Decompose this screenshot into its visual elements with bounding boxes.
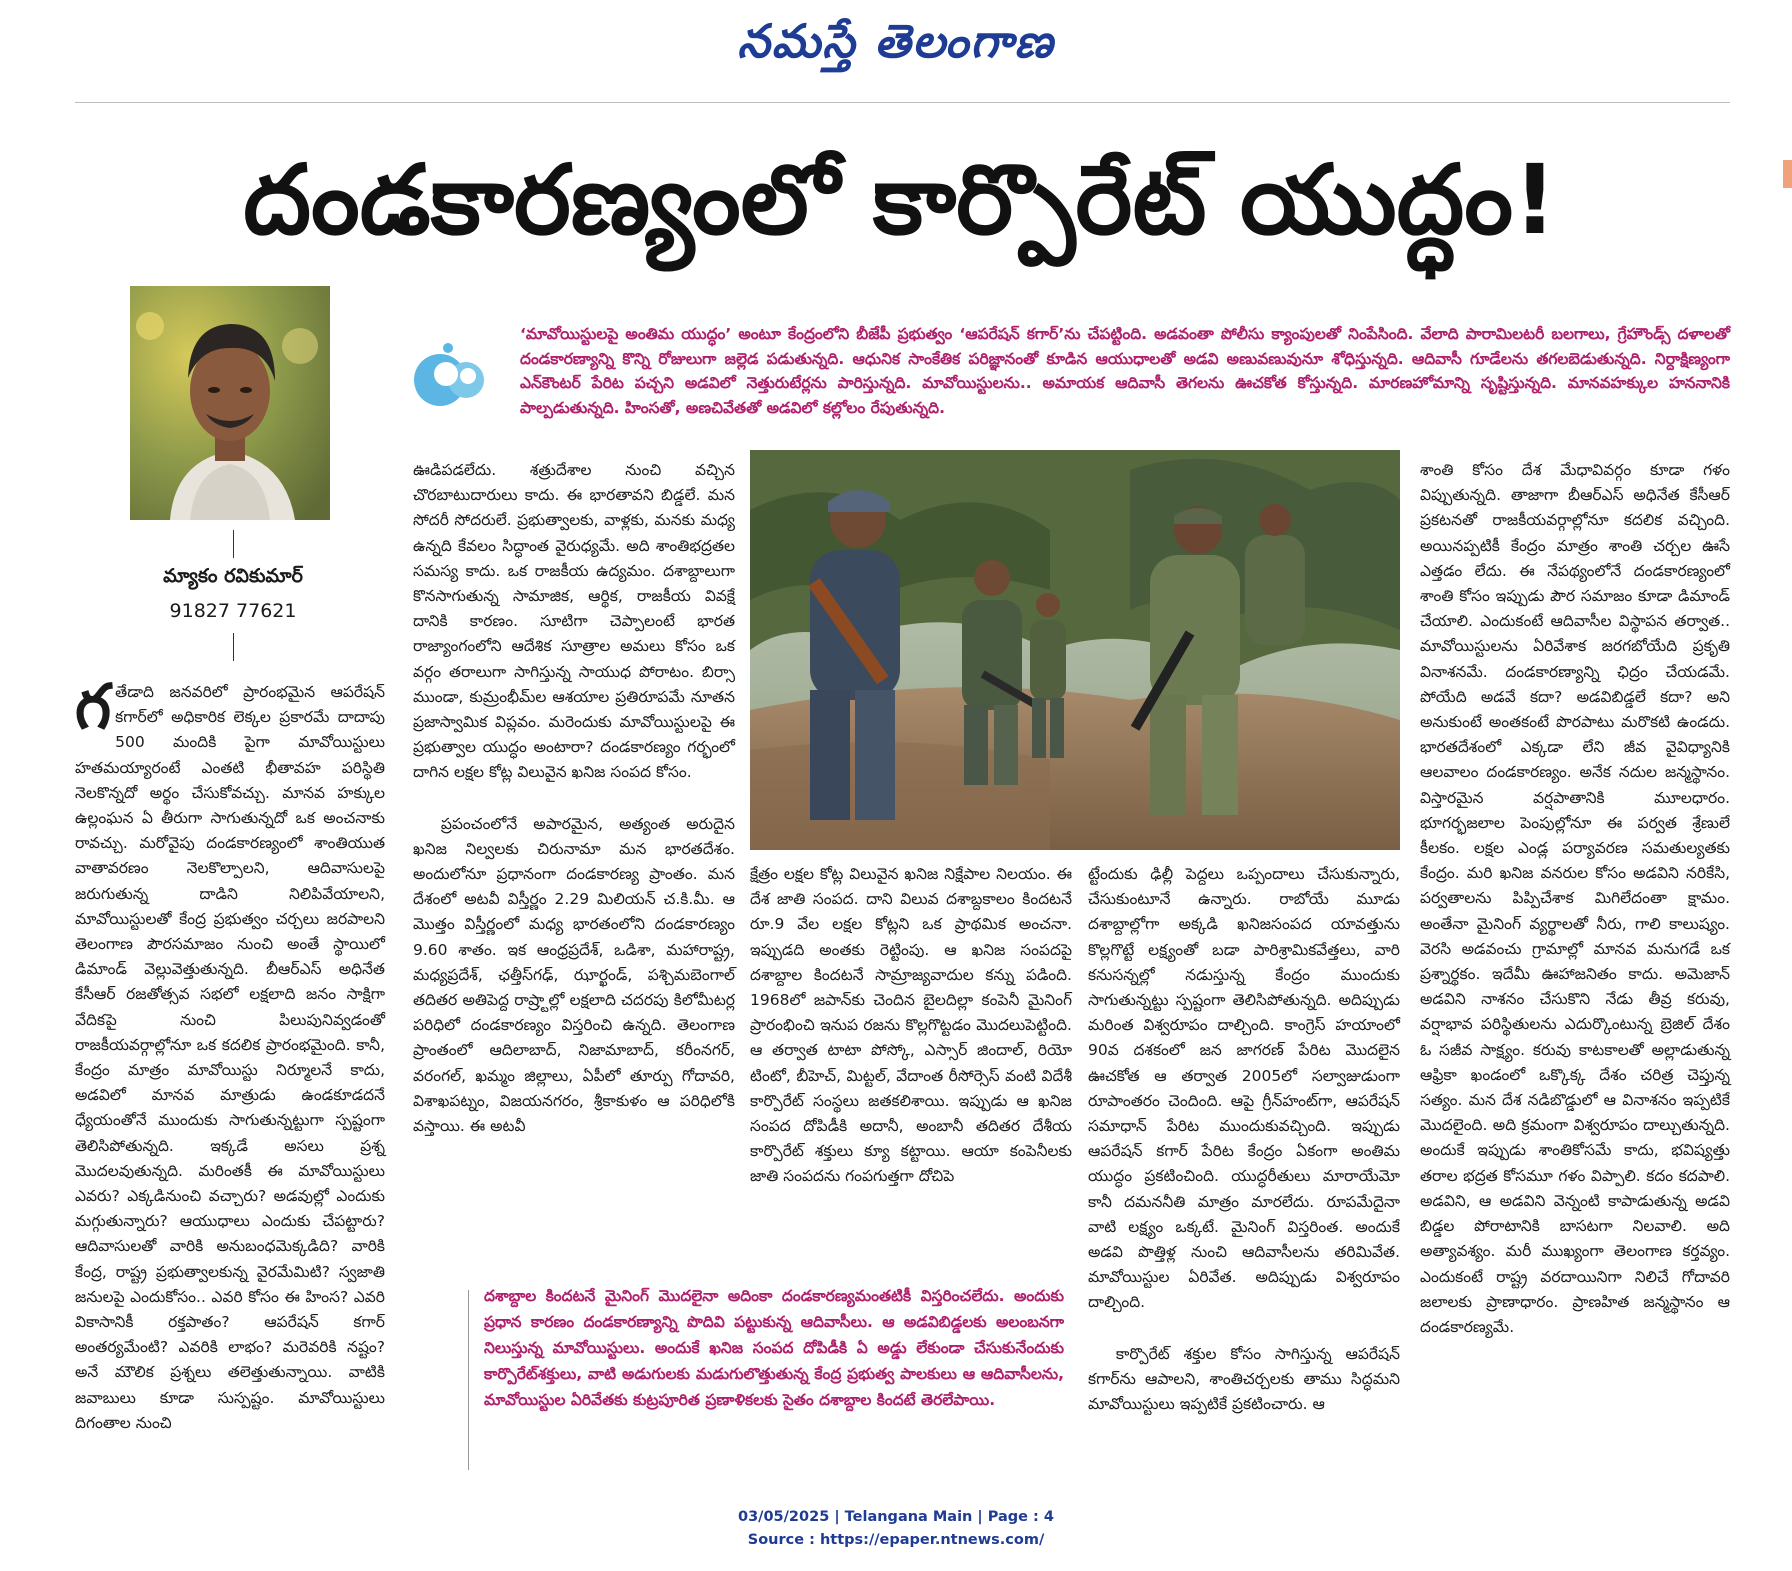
paragraph: కార్పొరేట్ శక్తుల కోసం సాగిస్తున్న ఆపరేషన్ కగార్‌ను ఆపాలని, శాంతిచర్చలకు తాము సిద్ధమని మావోయిస్టులు ఇప్పటికే ప్రకటించారు. ఆ <box>1088 1344 1400 1414</box>
author-name: మ్యాకం రవికుమార్ <box>163 565 303 587</box>
paragraph: క్షేత్రం లక్షల కోట్ల విలువైన ఖనిజ నిక్షేపాల నిలయం. ఈ దేశ జాతి సంపద. దాని విలువ దశాబ్దకాలం కిందటనే రూ.9 వేల లక్షల కోట్లని ఒక ప్రాథమిక అంచనా. ఇప్పుడది అంతకు రెట్టింపు. ఆ ఖనిజ సంపదపై దశాబ్దాల కిందటనే సామ్రాజ్యవాదుల కన్ను పడింది. 1968లో జపాన్‌కు చెందిన బైలదిల్లా కంపెనీ మైనింగ్ ప్రారంభించి ఇనుప రజను కొల్లగొట్టడం మొదలుపెట్టింది. ఆ తర్వాత టాటా పోస్కో, ఎస్సార్ జిందాల్, రియో టింటో, బీహెచ్, మిట్టల్, వేదాంత రీసోర్సెస్ వంటి విదేశీ కార్పొరేట్ సంస్థలు జతకలిశాయి. ఇప్పుడు ఆ ఖనిజ సంపద దోపిడీకి అదానీ, అంబానీ తదితర దేశీయ కార్పొరేట్ శక్తులు క్యూ కట్టాయి. ఆయా కంపెనీలకు జాతి సంపదను గంపగుత్తగా దోచిపె <box>750 865 1072 1186</box>
article-column-2 <box>413 458 735 1139</box>
article-intro: ‘మావోయిస్టులపై అంతిమ యుద్ధం’ అంటూ కేంద్రంలోని బీజేపీ ప్రభుత్వం ‘ఆపరేషన్ కగార్’ను చేపట్టింది. అడవంతా పోలీసు క్యాంపులతో నింపేసింది. వేలాది పారామిలటరీ బలగాలు, గ్రేహౌండ్స్ దళాలతో దండకారణ్యాన్ని కొన్ని రోజులుగా జల్లెడ పడుతున్నది. ఆధునిక సాంకేతిక పరిజ్ఞానంతో కూడిన ఆయుధాలతో అడవి అణువణువునూ శోధిస్తున్నది. ఆదివాసీ గూడేలను తగలబెడుతున్నది. నిర్దాక్షిణ్యంగా ఎన్‌కౌంటర్ పేరిట పచ్చని అడవిలో నెత్తురుటేర్లను పారిస్తున్నది. మావోయిస్టులను.. అమాయక ఆదివాసీ తెగలను ఊచకోత కోస్తున్నది. మారణహోమాన్ని సృష్టిస్తున్నది. మానవహక్కుల హననానికి పాల్పడుతున్నది. హింసతో, అణచివేతతో అడవిలో కల్లోలం రేపుతున్నది. <box>520 325 1730 417</box>
soldiers-in-forest-photo <box>750 450 1400 850</box>
paragraph: ట్టేందుకు ఢిల్లీ పెద్దలు ఒప్పందాలు చేసుకున్నారు, చేసుకుంటూనే ఉన్నారు. రాబోయే మూడు దశాబ్దాల్లోగా అక్కడి ఖనిజసంపద యావత్తును కొల్లగొట్టే లక్ష్యంతో బడా పారిశ్రామికవేత్తలు, వారి కనుసన్నల్లో నడుస్తున్న కేంద్రం ముందుకు సాగుతున్నట్టు స్పష్టంగా తెలిసిపోతున్నది. అదిప్పుడు మరింత విశ్వరూపం దాల్చింది. కాంగ్రెస్ హయాంలో 90వ దశకంలో జన జాగరణ్ పేరిట మొదలైన ఊచకోత ఆ తర్వాత 2005లో సల్వాజుడుంగా రూపాంతరం చెందింది. ఆపై గ్రీన్‌హంట్‌గా, ఆపరేషన్ సమాధాన్ పేరిట ముందుకువచ్చింది. ఇప్పుడు ఆపరేషన్ కగార్ పేరిట కేంద్రం ఏకంగా అంతిమ యుద్ధం ప్రకటించింది. యుద్ధరీతులు మారాయేమో కానీ దమననీతి మాత్రం మారలేదు. రూపమేదైనా వాటి లక్ష్యం ఒక్కటే. మైనింగ్ విస్తరింత. అందుకే అడవి పొత్తిళ్ల నుంచి ఆదివాసీలను తరిమివేత. మావోయిస్టుల ఏరివేత. అదిప్పుడు విశ్వరూపం దాల్చింది. <box>1088 865 1400 1312</box>
author-photo <box>130 286 330 520</box>
article-column-3 <box>750 862 1072 1190</box>
masthead-logo: నమస్తే తెలంగాణ <box>737 14 1055 68</box>
page-edge-marker <box>1783 160 1792 188</box>
paragraph: శాంతి కోసం దేశ మేధావివర్గం కూడా గళం విప్పుతున్నది. తాజాగా బీఆర్‌ఎస్ అధినేత కేసీఆర్ ప్రకటనతో రాజకీయవర్గాల్లోనూ కదలిక వచ్చింది. అయినప్పటికీ కేంద్రం మాత్రం శాంతి చర్చల ఊసే ఎత్తడం లేదు. ఈ నేపథ్యంలోనే దండకారణ్యంలో శాంతి కోసం ఇప్పుడు పౌర సమాజం కూడా డిమాండ్ చేయాలి. ఎందుకంటే ఆదివాసీల విస్థాపన తర్వాత.. మావోయిస్టులను ఏరివేశాక జరగబోయేది ప్రకృతి వినాశనమే. దండకారణ్యాన్ని ఛిద్రం చేయడమే. పోయేది అడవే కదా? అడవిబిడ్డలే కదా? అని అనుకుంటే అంతకంటే పొరపాటు మరొకటి ఉండదు. భారతదేశంలో ఎక్కడా లేని జీవ వైవిధ్యానికి ఆలవాలం దండకారణ్యం. అనేక నదుల జన్మస్థానం. విస్తారమైన వర్షపాతానికి మూలధారం. భూగర్భజలాల పెంపుల్లోనూ ఈ పర్వత శ్రేణులే కీలకం. లక్షల ఎండ్ల పర్యావరణ సమతుల్యతకు కేంద్రం. మరి ఖనిజ వనరుల కోసం అడవిని నరికేసి, పర్వతాలను పిప్పిచేశాక మిగిలేదంతా క్షామం. అంతేనా మైనింగ్ వ్యర్థాలతో నీరు, గాలి కాలుష్యం. వెరసి అడవంచు గ్రామాల్లో మానవ మనుగడే ఒక ప్రశ్నార్థకం. ఇదేమీ ఊహాజనితం కాదు. అమెజాన్ అడవిని నాశనం చేసుకొని నేడు తీవ్ర కరువు, వర్షాభావ పరిస్థితులను ఎదుర్కొంటున్న బ్రెజిల్ దేశం ఓ సజీవ సాక్ష్యం. కరువు కాటకాలతో అల్లాడుతున్న ఆఫ్రికా ఖండంలో ఒక్కొక్క దేశం చరిత్ర చెప్తున్న సత్యం. మన దేశ నడిబొడ్డులో ఆ వినాశనం ఇప్పటికే మొదలైంది. అది క్రమంగా విశ్వరూపం దాల్చుతున్నది. అందుకే ఇప్పుడు శాంతికోసమే కాదు, భవిష్యత్తు తరాల భద్రత కోసమూ గళం విప్పాలి. కదం కదపాలి. అడవిని, ఆ అడవిని వెన్నంటి కాపాడుతున్న అడవి బిడ్డల పోరాటానికి బాసటగా నిలవాలి. అది అత్యావశ్యం. మరీ ముఖ్యంగా తెలంగాణ కర్తవ్యం. ఎందుకంటే రాష్ట్ర వరదాయినిగా నిలిచే గోదావరి జలాలకు ప్రాణాధారం. ప్రాణహిత జన్మస్థానం ఆ దండకారణ్యమే. <box>1420 461 1730 1336</box>
footer-date-page: 03/05/2025 | Telangana Main | Page : 4 <box>737 1509 1054 1525</box>
article-column-1 <box>75 670 385 1436</box>
headline: దండకారణ్యంలో కార్పొరేట్ యుద్ధం! <box>243 144 1557 256</box>
quote-icon <box>408 334 488 414</box>
author-connector-line <box>233 633 234 661</box>
header-divider <box>75 102 1730 103</box>
drop-cap: గ <box>75 670 112 743</box>
pullquote-border <box>468 1290 469 1470</box>
paragraph: ప్రపంచంలోనే అపారమైన, అత్యంత అరుదైన ఖనిజ నిల్వలకు చిరునామా మన భారతదేశం. అందులోనూ ప్రధానంగా దండకారణ్య ప్రాంతం. మన దేశంలో అటవీ విస్తీర్ణం 2.29 మిలియన్ చ.కి.మీ. ఆ మొత్తం విస్తీర్ణంలో మధ్య భారతంలోని దండకారణ్యం 9.60 శాతం. ఇక ఆంధ్రప్రదేశ్, ఒడిశా, మహారాష్ట్ర, మధ్యప్రదేశ్, ఛత్తీస్‌గఢ్, ఝార్ఖండ్, పశ్చిమబెంగాల్ తదితర అతిపెద్ద రాష్ర్టాల్లో లక్షలాది చదరపు కిలోమీటర్ల పరిధిలో దండకారణ్యం విస్తరించి ఉన్నది. తెలంగాణ ప్రాంతంలో ఆదిలాబాద్, నిజామాబాద్, కరీంనగర్, వరంగల్, ఖమ్మం జిల్లాలు, ఏపీలో తూర్పు గోదావరి, విశాఖపట్నం, విజయనగరం, శ్రీకాకుళం ఆ పరిధిలోకి వస్తాయి. ఈ అటవీ <box>413 814 735 1136</box>
article-column-4 <box>1088 862 1400 1417</box>
paragraph: ఊడిపడలేదు. శత్రుదేశాల నుంచి వచ్చిన చొరబాటుదారులు కాదు. ఈ భారతావని బిడ్డలే. మన సోదరీ సోదరులే. ప్రభుత్వాలకు, వాళ్లకు, మనకు మధ్య ఉన్నది కేవలం సిద్ధాంత వైరుధ్యమే. అది శాంతిభద్రతల సమస్య కాదు. ఒక రాజకీయ ఉద్యమం. దశాబ్దాలుగా కొనసాగుతున్న సామాజిక, ఆర్థిక, రాజకీయ వివక్షే దానికి కారణం. సూటిగా చెప్పాలంటే భారత రాజ్యాంగంలోని ఆదేశిక సూత్రాల అమలు కోసం ఒక వర్గం తరాలుగా సాగిస్తున్న సాయుధ పోరాటం. బిర్సా ముండా, కుమ్రంభీమ్‌ల ఆశయాల ప్రతిరూపమే నూతన ప్రజాస్వామిక విప్లవం. మరెందుకు మావోయిస్టులపై ఈ ప్రభుత్వాల యుద్ధం అంటారా? దండకారణ్యం గర్భంలో దాగిన లక్షల కోట్ల విలువైన ఖనిజ సంపద కోసం. <box>413 461 735 782</box>
author-connector-line <box>233 530 234 558</box>
footer-source: Source : https://epaper.ntnews.com/ <box>747 1532 1045 1548</box>
article-column-5 <box>1420 458 1730 1340</box>
author-phone: 91827 77621 <box>169 600 297 622</box>
column-text: తేడాది జనవరిలో ప్రారంభమైన ఆపరేషన్ కగార్‌లో అధికారిక లెక్కల ప్రకారమే దాదాపు 500 మందికి పైగా మావోయిస్టులు హతమయ్యారంటే ఎంతటి భీతావహ పరిస్థితి నెలకొన్నదో అర్థం చేసుకోవచ్చు. మానవ హక్కుల ఉల్లంఘన ఏ తీరుగా సాగుతున్నదో ఒక అంచనాకు రావచ్చు. మరోవైపు దండకారణ్యంలో శాంతియుత వాతావరణం నెలకొల్పాలని, ఆదివాసులపై జరుగుతున్న దాడిని నిలిపివేయాలని, మావోయిస్టులతో కేంద్ర ప్రభుత్వం చర్చలు జరపాలని తెలంగాణ పౌరసమాజం నుంచి అంతే స్థాయిలో డిమాండ్ వెల్లువెత్తుతున్నది. బీఆర్‌ఎస్ అధినేత కేసీఆర్ రజతోత్సవ సభలో లక్షలాది జనం సాక్షిగా వేదికపై నుంచి పిలుపునివ్వడంతో రాజకీయవర్గాల్లోనూ ఒక కదలిక ప్రారంభమైంది. కానీ, కేంద్రం మాత్రం మావోయిస్టు నిర్మూలనే కాదు, అడవిలో మానవ మాత్రుడు ఉండకూడదనే ధ్యేయంతోనే ముందుకు సాగుతున్నట్టుగా స్పష్టంగా తెలిసిపోతున్నది. ఇక్కడే అసలు ప్రశ్న మొదలవుతున్నది. మరింతకీ ఈ మావోయిస్టులు ఎవరు? ఎక్కడినుంచి వచ్చారు? అడవుల్లో ఎందుకు మగ్గుతున్నారు? ఆయుధాలు ఎందుకు చేపట్టారు? ఆదివాసులతో వారికి అనుబంధమెక్కడిది? వారికి కేంద్ర, రాష్ట్ర ప్రభుత్వాలకున్న వైరమేమిటి? స్వజాతి జనులపై ఎందుకోసం.. ఎవరి కోసం ఈ హింస? ఎవరి వికాసానికీ రక్తపాతం? ఆపరేషన్ కగార్ అంతర్యమేంటి? ఎవరికి లాభం? మరెవరికి నష్టం? అనే మౌలిక ప్రశ్నలు తలెత్తుతున్నాయి. వాటికి జవాబులు కూడా సుస్పష్టం. మావోయిస్టులు దిగంతాల నుంచి <box>75 683 385 1432</box>
pullquote: దశాబ్దాల కిందటనే మైనింగ్ మొదలైనా అదింకా దండకారణ్యమంతటికీ విస్తరించలేదు. అందుకు ప్రధాన కారణం దండకారణ్యాన్ని పొదివి పట్టుకున్న ఆదివాసీలు. ఆ అడవిబిడ్డలకు అలంబనగా నిలుస్తున్న మావోయిస్టులు. అందుకే ఖనిజ సంపద దోపిడీకి ఏ అడ్డు లేకుండా చేసుకునేందుకు కార్పొరేట్‌శక్తులు, వాటి అడుగులకు మడుగులొత్తుతున్న కేంద్ర ప్రభుత్వ పాలకులు ఆ ఆదివాసీలను, మావోయిస్టుల ఏరివేతకు కుట్రపూరిత ప్రణాళికలకు సైతం దశాబ్దాల కిందటే తెరలేపాయి. <box>484 1287 1064 1409</box>
